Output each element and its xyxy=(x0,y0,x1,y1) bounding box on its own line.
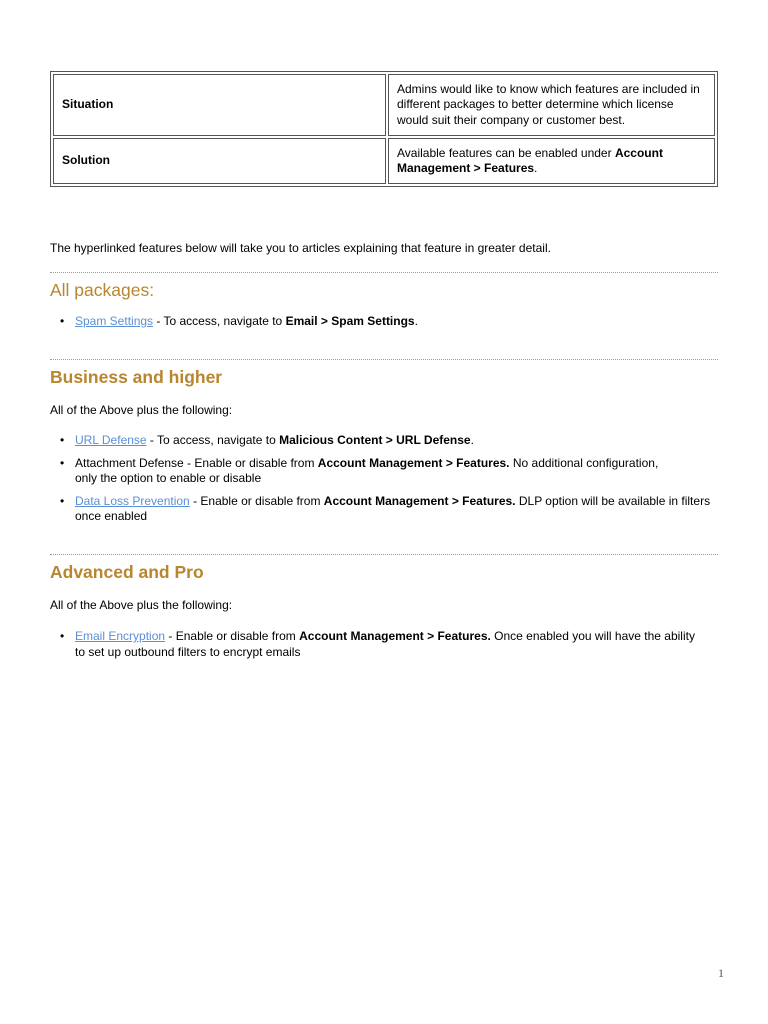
table-row-solution xyxy=(53,138,715,184)
item-text: - To access, navigate to xyxy=(153,314,286,328)
list-item-spam-settings xyxy=(50,314,718,330)
solution-label: Solution xyxy=(53,138,386,184)
business-list xyxy=(50,433,718,532)
situation-solution-table xyxy=(50,71,718,187)
section-divider xyxy=(50,554,718,555)
heading-all-packages: All packages: xyxy=(50,280,155,300)
situation-label: Situation xyxy=(53,74,386,136)
item-text-post: . xyxy=(414,314,418,328)
solution-text-bold: Account Management > Features xyxy=(397,145,663,175)
business-lead-text: All of the Above plus the following: xyxy=(50,403,233,417)
list-item-email-encryption xyxy=(50,629,718,660)
solution-text-post: . xyxy=(534,161,538,175)
item-bold: Malicious Content > URL Defense xyxy=(279,433,471,447)
item-bold: Account Management > Features. xyxy=(323,493,516,508)
item-text-post: Once enabled you will have the ability to set up outbound filters to encrypt emails xyxy=(75,629,695,659)
email-encryption-link[interactable]: Email Encryption xyxy=(75,629,166,643)
item-text-post: . xyxy=(470,433,474,447)
item-text: - To access, navigate to xyxy=(146,433,280,447)
table-row-situation xyxy=(53,74,715,136)
bullet: • xyxy=(60,433,65,447)
data-loss-prevention-link[interactable]: Data Loss Prevention xyxy=(75,493,190,508)
solution-text xyxy=(388,138,715,184)
bullet: • xyxy=(60,493,65,508)
item-bold: Email > Spam Settings xyxy=(285,314,415,328)
bullet: • xyxy=(60,314,65,328)
advanced-list xyxy=(50,629,718,667)
url-defense-link[interactable]: URL Defense xyxy=(75,433,147,447)
section-divider xyxy=(50,272,718,273)
heading-business-and-higher: Business and higher xyxy=(50,367,223,387)
page-number: 1 xyxy=(718,966,724,980)
item-bold: Account Management > Features. xyxy=(317,455,510,470)
item-text: - Enable or disable from xyxy=(165,629,300,643)
heading-advanced-and-pro: Advanced and Pro xyxy=(50,562,204,582)
list-item-data-loss-prevention xyxy=(50,494,718,525)
section-divider xyxy=(50,359,718,360)
item-text: - Enable or disable from xyxy=(189,493,324,508)
intro-text: The hyperlinked features below will take you to articles explaining that feature in greater detail. xyxy=(50,241,551,255)
item-text-post: No additional configuration, only the option to enable or disable xyxy=(75,455,659,485)
item-text: Attachment Defense - Enable or disable from xyxy=(75,455,318,470)
situation-text: Admins would like to know which features are included in different packages to better determine which license would suit their company or customer best. xyxy=(388,74,715,136)
advanced-lead-text: All of the Above plus the following: xyxy=(50,598,233,612)
list-item-url-defense xyxy=(50,433,718,449)
list-item-attachment-defense xyxy=(50,456,718,487)
solution-text-pre: Available features can be enabled under xyxy=(397,145,615,160)
bullet: • xyxy=(60,455,65,470)
spam-settings-link[interactable]: Spam Settings xyxy=(75,314,154,328)
all-packages-list xyxy=(50,314,718,337)
item-bold: Account Management > Features. xyxy=(299,629,491,643)
bullet: • xyxy=(60,629,65,643)
item-text-post: DLP option will be available in filters once enabled xyxy=(75,493,711,523)
